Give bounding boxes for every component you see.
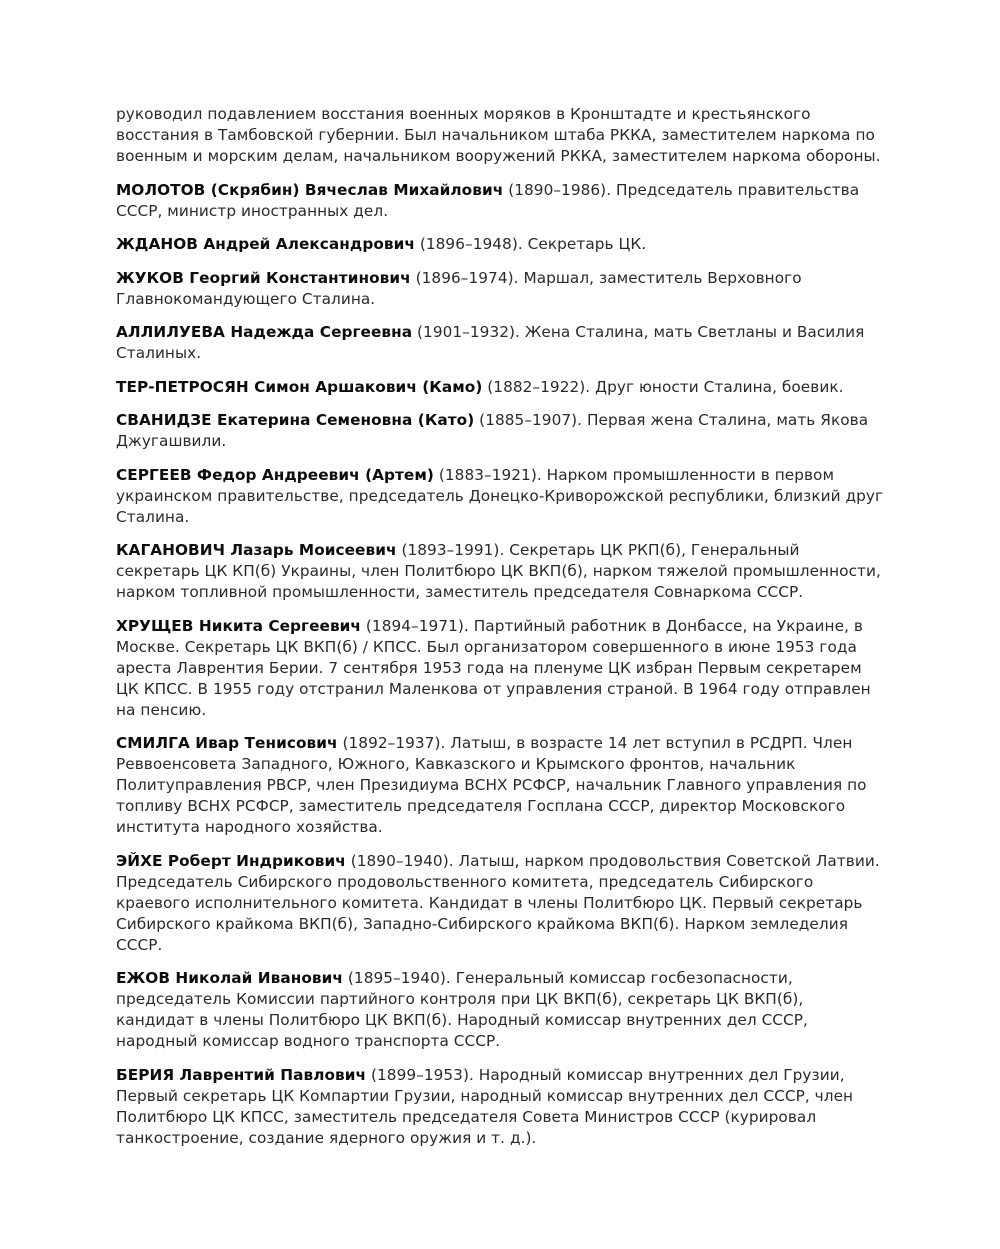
entry-text: (1894–1971). Партийный работник в Донбассе, на Украине, в Москве. Секретарь ЦК ВКП(б) / КПСС. Был организатором совершенного в июне 1953 года ареста Лаврентия Берии. 7 сентября 1953 года на пленуме ЦК избран Первым секретарем ЦК КПСС. В 1955 году отстранил Маленкова от управления страной. В 1964 году отправлен на пенсию. bbox=[116, 616, 871, 719]
entry-name: СЕРГЕЕВ Федор Андреевич (Артем) bbox=[116, 465, 434, 484]
entry-text: (1890–1940). Латыш, нарком продовольствия Советской Латвии. Председатель Сибирского продовольственного комитета, председатель Сибирского краевого исполнительного комитета. Кандидат в члены Политбюро ЦК. Первый секретарь Сибирского крайкома ВКП(б), Западно-Сибирского крайкома ВКП(б). Нарком земледелия СССР. bbox=[116, 851, 880, 954]
entry-name: ЭЙХЕ Роберт Индрикович bbox=[116, 851, 346, 870]
entry-name: ЕЖОВ Николай Иванович bbox=[116, 969, 343, 987]
entry-text: (1896–1974). Маршал, заместитель Верховного Главнокомандующего Сталина. bbox=[116, 268, 802, 308]
entry-zhukov bbox=[116, 268, 886, 310]
entry-text: (1882–1922). Друг юности Сталина, боевик. bbox=[482, 377, 844, 396]
entry-text: (1899–1953). Народный комиссар внутренних дел Грузии, Первый секретарь ЦК Компартии Грузии, народный комиссар внутренних дел СССР, член Политбюро ЦК КПСС, заместитель председателя Совета Министров СССР (курировал танкостроение, создание ядерного оружия и т. д.). bbox=[116, 1065, 854, 1147]
entry-khrushchev bbox=[116, 616, 886, 721]
entry-text: (1901–1932). Жена Сталина, мать Светланы и Василия Сталиных. bbox=[116, 323, 865, 362]
entry-name: ЖУКОВ Георгий Константинович bbox=[116, 268, 411, 287]
entry-name: АЛЛИЛУЕВА Надежда Сергеевна bbox=[116, 323, 413, 341]
entry-allilueva bbox=[116, 322, 886, 364]
entry-text: (1895–1940). Генеральный комиссар госбезопасности, председатель Комиссии партийного контроля при ЦК ВКП(б), секретарь ЦК ВКП(б), кандидат в члены Политбюро ЦК ВКП(б). Народный комиссар внутренних дел СССР, народный комиссар водного транспорта СССР. bbox=[116, 969, 808, 1050]
entry-text: (1885–1907). Первая жена Сталина, мать Якова Джугашвили. bbox=[116, 411, 869, 450]
entry-ter-petrosyan bbox=[116, 377, 886, 398]
entry-name: СМИЛГА Ивар Тенисович bbox=[116, 734, 338, 752]
document-page bbox=[116, 104, 886, 1161]
entry-smilga bbox=[116, 733, 886, 838]
entry-kaganovich bbox=[116, 540, 886, 603]
entry-svanidze bbox=[116, 410, 886, 452]
entry-text: (1890–1986). Председатель правительства СССР, министр иностранных дел. bbox=[116, 180, 860, 220]
entry-beria bbox=[116, 1065, 886, 1149]
entry-text: (1893–1991). Секретарь ЦК РКП(б), Генеральный секретарь ЦК КП(б) Украины, член Политбюро ЦК ВКП(б), нарком тяжелой промышленности, нарком топливной промышленности, заместитель председателя Совнаркома СССР. bbox=[116, 541, 881, 601]
entry-name: КАГАНОВИЧ Лазарь Моисеевич bbox=[116, 541, 397, 559]
entry-molotov bbox=[116, 180, 886, 222]
entry-name: ЖДАНОВ Андрей Александрович bbox=[116, 235, 415, 253]
entry-name: СВАНИДЗЕ Екатерина Семеновна (Като) bbox=[116, 411, 475, 429]
entry-name: БЕРИЯ Лаврентий Павлович bbox=[116, 1065, 367, 1084]
entry-name: ТЕР-ПЕТРОСЯН Симон Аршакович (Камо) bbox=[116, 377, 483, 396]
entry-zhdanov bbox=[116, 234, 886, 255]
entry-text: (1892–1937). Латыш, в возрасте 14 лет вступил в РСДРП. Член Реввоенсовета Западного, Южного, Кавказского и Крымского фронтов, начальник Политуправления РВСР, член Президиума ВСНХ РСФСР, начальник Главного управления по топливу ВСНХ РСФСР, заместитель председателя Госплана СССР, директор Московского института народного хозяйства. bbox=[116, 734, 867, 836]
entry-text: (1883–1921). Нарком промышленности в первом украинском правительстве, председатель Донецко-Криворожской республики, близкий друг Сталина. bbox=[116, 465, 884, 526]
intro-paragraph bbox=[116, 104, 886, 167]
entry-yezhov bbox=[116, 968, 886, 1052]
entry-eikhe bbox=[116, 851, 886, 956]
entry-text: (1896–1948). Секретарь ЦК. bbox=[414, 235, 647, 253]
entry-sergeev bbox=[116, 465, 886, 528]
entry-name: ХРУЩЕВ Никита Сергеевич bbox=[116, 616, 361, 635]
intro-text: руководил подавлением восстания военных моряков в Кронштадте и крестьянского восстания в Тамбовской губернии. Был начальником штаба РККА, заместителем наркома по военным и морским делам, начальником вооружений РККА, заместителем наркома обороны. bbox=[116, 105, 881, 165]
entry-name: МОЛОТОВ (Скрябин) Вячеслав Михайлович bbox=[116, 180, 504, 199]
